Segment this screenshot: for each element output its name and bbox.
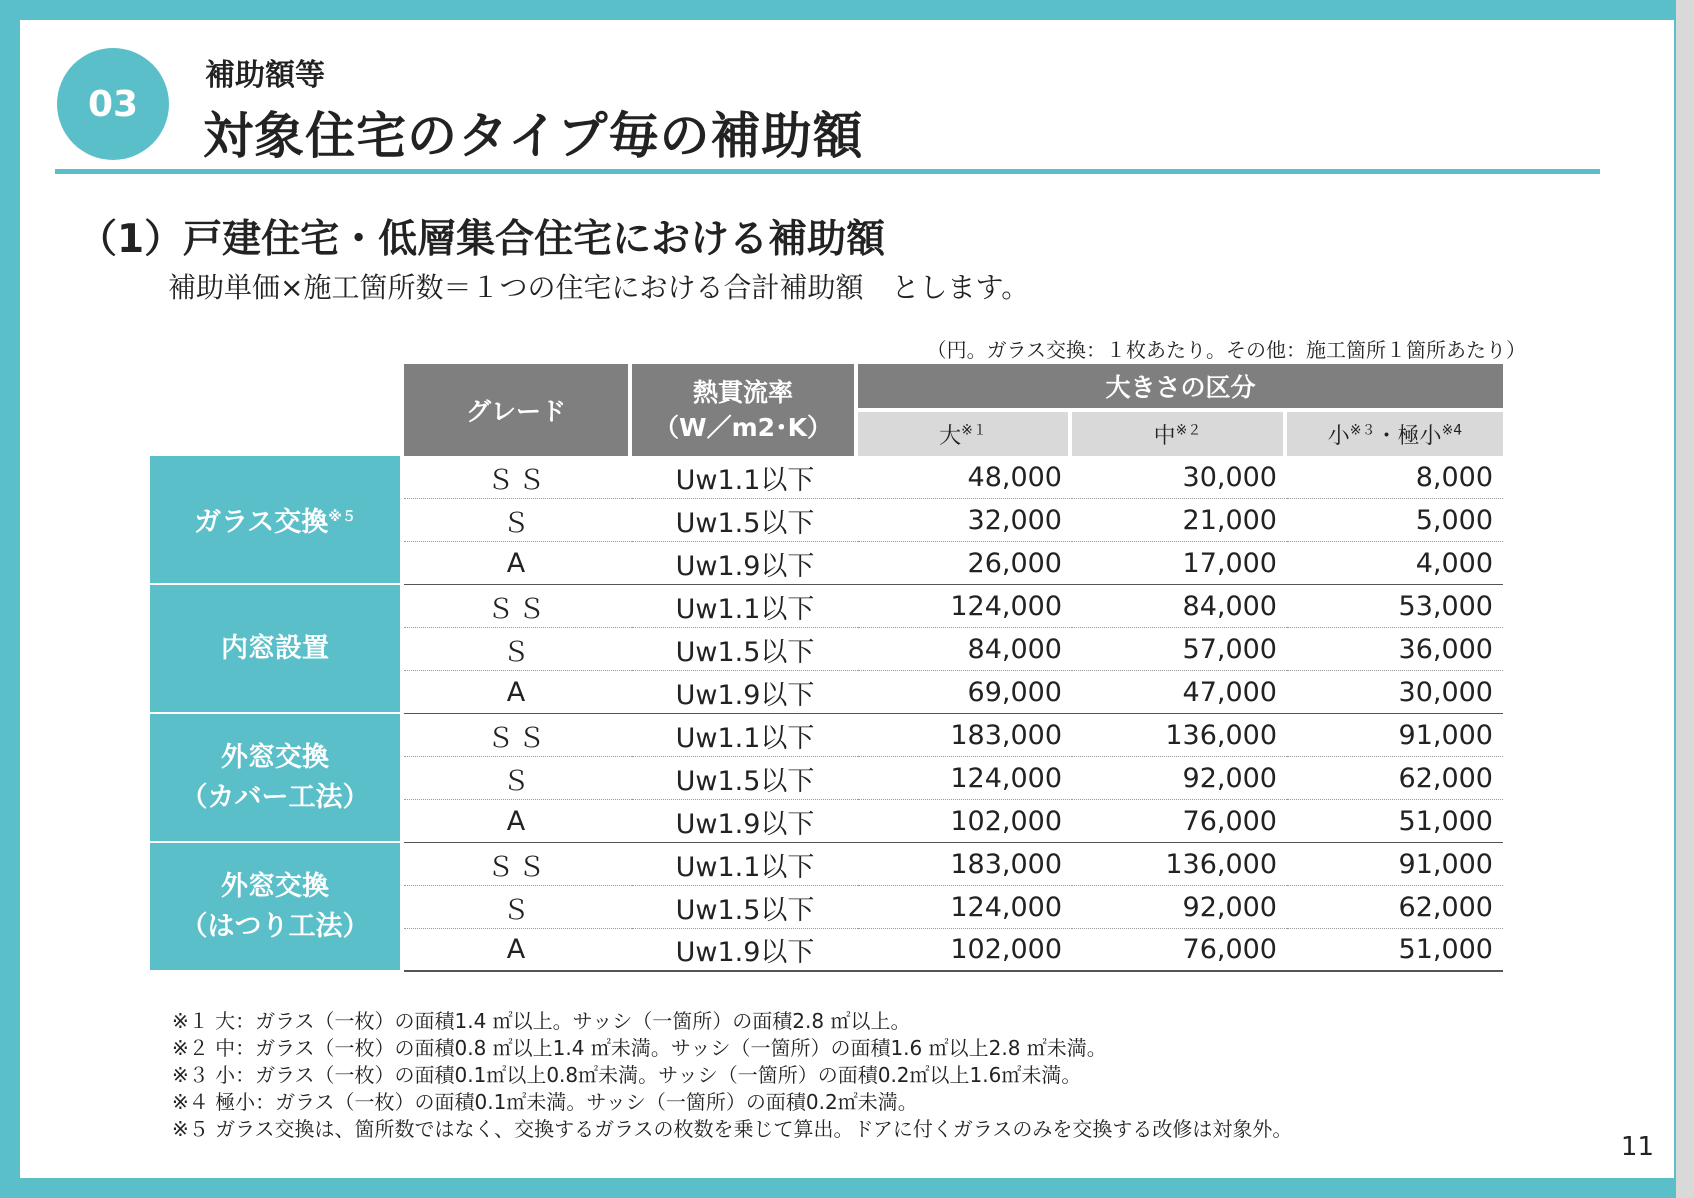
large-amount-cell: 124,000 <box>858 886 1072 929</box>
table-row <box>150 456 1503 499</box>
header-heat-line1: 熱貫流率 <box>692 378 793 407</box>
header-dot: ・ <box>1375 423 1398 449</box>
formula-text: 補助単価×施工箇所数＝１つの住宅における合計補助額 とします。 <box>168 271 1030 304</box>
category-cell <box>150 843 404 972</box>
footnotes <box>172 1008 1292 1143</box>
grade-cell: Ｓ <box>404 628 632 671</box>
medium-amount-cell: 136,000 <box>1072 843 1287 886</box>
header-large-ref: ※１ <box>961 422 987 439</box>
grade-cell: ＳＳ <box>404 843 632 886</box>
footnote: ※３ 小：ガラス（一枚）の面積0.1㎡以上0.8㎡未満。サッシ（一箇所）の面積0.2㎡以上1.6㎡未満。 <box>172 1063 1082 1087</box>
header-xsmall-ref: ※4 <box>1441 422 1463 439</box>
small-amount-cell: 91,000 <box>1287 714 1503 757</box>
u-value-cell: Uw1.9以下 <box>632 542 858 585</box>
large-amount-cell: 48,000 <box>858 456 1072 499</box>
large-amount-cell: 124,000 <box>858 585 1072 628</box>
large-amount-cell: 32,000 <box>858 499 1072 542</box>
medium-amount-cell: 76,000 <box>1072 800 1287 843</box>
footnote: ※５ ガラス交換は、箇所数ではなく、交換するガラスの枚数を乗じて算出。ドアに付くガラスのみを交換する改修は対象外。 <box>172 1117 1293 1141</box>
u-value-cell: Uw1.5以下 <box>632 886 858 929</box>
footnote: ※１ 大：ガラス（一枚）の面積1.4 ㎡以上。サッシ（一箇所）の面積2.8 ㎡以上。 <box>172 1009 911 1033</box>
u-value-cell: Uw1.5以下 <box>632 757 858 800</box>
u-value-cell: Uw1.1以下 <box>632 714 858 757</box>
section-number-badge: 03 <box>57 48 169 160</box>
category-label: 外窓交換 <box>221 741 329 773</box>
u-value-cell: Uw1.1以下 <box>632 456 858 499</box>
footnote: ※２ 中：ガラス（一枚）の面積0.8 ㎡以上1.4 ㎡未満。サッシ（一箇所）の面積1.6 ㎡以上2.8 ㎡未満。 <box>172 1036 1107 1060</box>
category-label: 内窓設置 <box>221 632 329 664</box>
large-amount-cell: 26,000 <box>858 542 1072 585</box>
medium-amount-cell: 30,000 <box>1072 456 1287 499</box>
small-amount-cell: 62,000 <box>1287 886 1503 929</box>
header-heat-line2: （W／m2･K） <box>654 413 832 442</box>
header-small <box>1287 408 1503 456</box>
page-number: 11 <box>1620 1132 1654 1162</box>
grade-cell: Ｓ <box>404 499 632 542</box>
large-amount-cell: 102,000 <box>858 929 1072 972</box>
grade-cell: ＳＳ <box>404 456 632 499</box>
small-amount-cell: 91,000 <box>1287 843 1503 886</box>
large-amount-cell: 84,000 <box>858 628 1072 671</box>
u-value-cell: Uw1.5以下 <box>632 628 858 671</box>
category-label: 外窓交換 <box>221 870 329 902</box>
medium-amount-cell: 76,000 <box>1072 929 1287 972</box>
subsidy-table <box>150 364 1503 972</box>
large-amount-cell: 183,000 <box>858 714 1072 757</box>
table-row <box>150 585 1503 628</box>
medium-amount-cell: 47,000 <box>1072 671 1287 714</box>
table-row <box>150 843 1503 886</box>
medium-amount-cell: 136,000 <box>1072 714 1287 757</box>
category-sublabel: （はつり工法） <box>180 910 370 942</box>
title-divider <box>55 169 1600 174</box>
small-amount-cell: 53,000 <box>1287 585 1503 628</box>
large-amount-cell: 124,000 <box>858 757 1072 800</box>
grade-cell: A <box>404 800 632 843</box>
small-amount-cell: 36,000 <box>1287 628 1503 671</box>
u-value-cell: Uw1.9以下 <box>632 671 858 714</box>
header-medium <box>1072 408 1287 456</box>
u-value-cell: Uw1.9以下 <box>632 929 858 972</box>
page-title: 対象住宅のタイプ毎の補助額 <box>203 107 864 165</box>
header-small-label: 小 <box>1327 423 1350 449</box>
u-value-cell: Uw1.9以下 <box>632 800 858 843</box>
grade-cell: A <box>404 542 632 585</box>
slide-edge <box>1676 0 1694 1198</box>
header-large-label: 大 <box>939 423 962 449</box>
category-cell <box>150 585 404 714</box>
header-xsmall-label: 極小 <box>1397 423 1442 449</box>
medium-amount-cell: 17,000 <box>1072 542 1287 585</box>
medium-amount-cell: 92,000 <box>1072 886 1287 929</box>
header-blank <box>150 364 404 456</box>
section-heading: （1）戸建住宅・低層集合住宅における補助額 <box>78 217 886 262</box>
small-amount-cell: 5,000 <box>1287 499 1503 542</box>
medium-amount-cell: 92,000 <box>1072 757 1287 800</box>
header-medium-ref: ※２ <box>1175 422 1202 439</box>
u-value-cell: Uw1.5以下 <box>632 499 858 542</box>
category-cell <box>150 456 404 585</box>
u-value-cell: Uw1.1以下 <box>632 585 858 628</box>
grade-cell: ＳＳ <box>404 585 632 628</box>
large-amount-cell: 183,000 <box>858 843 1072 886</box>
grade-cell: Ｓ <box>404 886 632 929</box>
header-heat-transmission <box>632 364 858 456</box>
category-sublabel: （カバー工法） <box>180 781 370 813</box>
medium-amount-cell: 57,000 <box>1072 628 1287 671</box>
grade-cell: ＳＳ <box>404 714 632 757</box>
grade-cell: A <box>404 929 632 972</box>
u-value-cell: Uw1.1以下 <box>632 843 858 886</box>
category-cell <box>150 714 404 843</box>
small-amount-cell: 51,000 <box>1287 800 1503 843</box>
category-label: ガラス交換 <box>194 506 329 538</box>
small-amount-cell: 51,000 <box>1287 929 1503 972</box>
grade-cell: A <box>404 671 632 714</box>
medium-amount-cell: 21,000 <box>1072 499 1287 542</box>
header-size-group: 大きさの区分 <box>858 364 1503 408</box>
table-row <box>150 714 1503 757</box>
small-amount-cell: 30,000 <box>1287 671 1503 714</box>
small-amount-cell: 4,000 <box>1287 542 1503 585</box>
small-amount-cell: 62,000 <box>1287 757 1503 800</box>
large-amount-cell: 102,000 <box>858 800 1072 843</box>
header-large <box>858 408 1072 456</box>
header-grade: グレード <box>404 364 632 456</box>
footnote: ※４ 極小：ガラス（一枚）の面積0.1㎡未満。サッシ（一箇所）の面積0.2㎡未満。 <box>172 1090 918 1114</box>
category-ref: ※５ <box>328 508 356 525</box>
unit-note: （円。ガラス交換：１枚あたり。その他：施工箇所１箇所あたり） <box>926 338 1526 362</box>
section-subtitle: 補助額等 <box>205 58 325 93</box>
header-small-ref: ※３ <box>1349 422 1376 439</box>
header-medium-label: 中 <box>1153 423 1176 449</box>
medium-amount-cell: 84,000 <box>1072 585 1287 628</box>
large-amount-cell: 69,000 <box>858 671 1072 714</box>
small-amount-cell: 8,000 <box>1287 456 1503 499</box>
grade-cell: Ｓ <box>404 757 632 800</box>
